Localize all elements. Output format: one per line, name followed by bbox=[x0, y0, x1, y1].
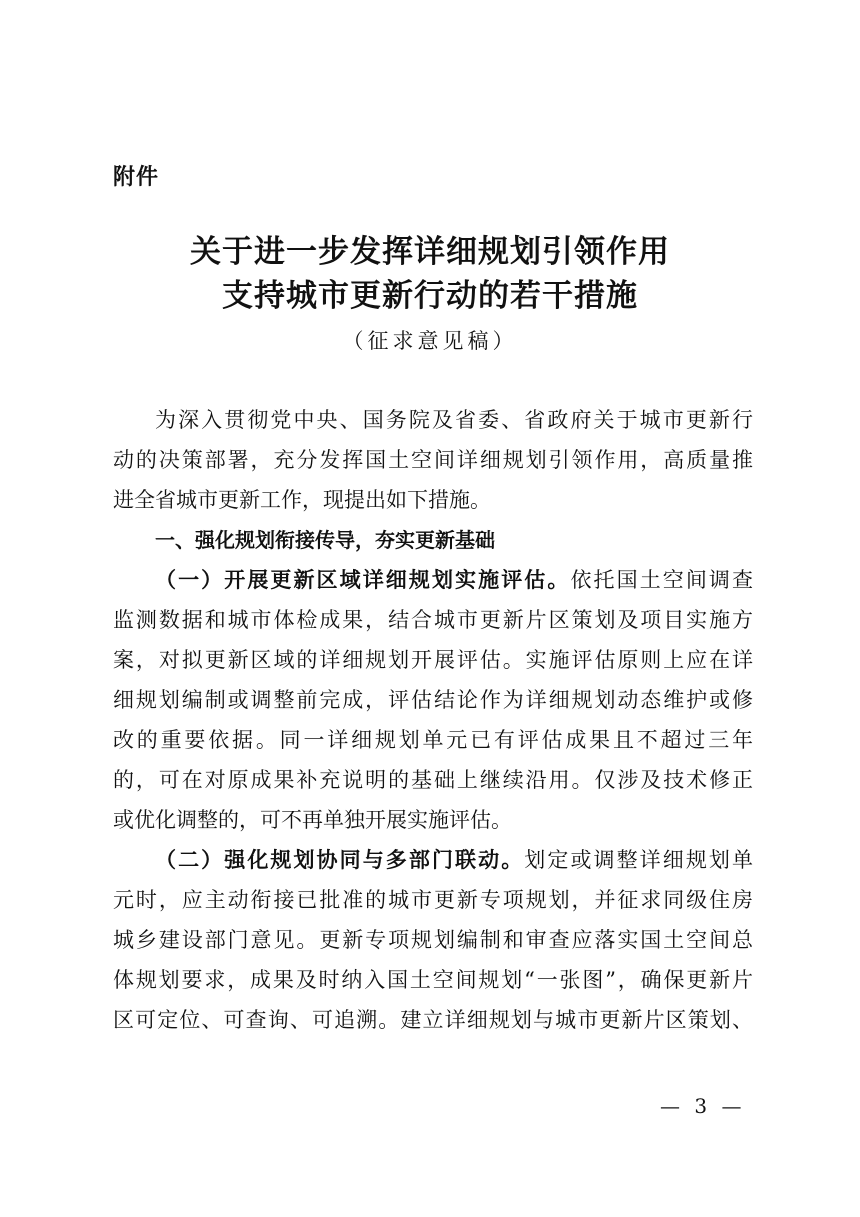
paragraph-line: 改的重要依据。同一详细规划单元已有评估成果且不超过三年 bbox=[113, 728, 753, 752]
paragraph-line: 为深入贯彻党中央、国务院及省委、省政府关于城市更新行 bbox=[155, 408, 753, 432]
document-title-line-1: 关于进一步发挥详细规划引领作用 bbox=[190, 234, 670, 270]
paragraph-line: 进全省城市更新工作，现提出如下措施。 bbox=[113, 488, 491, 512]
item-1-paragraph bbox=[113, 560, 753, 840]
paragraph-line bbox=[113, 560, 753, 600]
item-heading: （一）开展更新区域详细规划实施评估。 bbox=[155, 568, 571, 592]
document-body bbox=[113, 400, 753, 1040]
paragraph-line: 城乡建设部门意见。更新专项规划编制和审查应落实国土空间总 bbox=[113, 928, 753, 952]
item-2-paragraph bbox=[113, 840, 753, 1040]
paragraph-line: 监测数据和城市体检成果，结合城市更新片区策划及项目实施方 bbox=[113, 608, 753, 632]
paragraph-line: 细规划编制或调整前完成，评估结论作为详细规划动态维护或修 bbox=[113, 688, 753, 712]
paragraph-line: 区可定位、可查询、可追溯。建立详细规划与城市更新片区策划、 bbox=[113, 1008, 753, 1032]
paragraph-line: 的，可在对原成果补充说明的基础上继续沿用。仅涉及技术修正 bbox=[113, 768, 753, 792]
attachment-label: 附件 bbox=[113, 165, 160, 190]
document-title-line-2: 支持城市更新行动的若干措施 bbox=[222, 278, 638, 314]
section-heading: 一、强化规划衔接传导，夯实更新基础 bbox=[155, 528, 495, 552]
paragraph-line bbox=[113, 840, 753, 880]
paragraph-text: 依托国土空间调查 bbox=[570, 568, 753, 592]
paragraph-line: 案，对拟更新区域的详细规划开展评估。实施评估原则上应在详 bbox=[113, 648, 753, 672]
paragraph-line: 体规划要求，成果及时纳入国土空间规划“一张图”，确保更新片 bbox=[113, 968, 753, 992]
item-heading: （二）强化规划协同与多部门联动。 bbox=[155, 848, 525, 872]
paragraph-text: 划定或调整详细规划单 bbox=[524, 848, 753, 872]
page-number: — 3 — bbox=[660, 1094, 746, 1118]
document-subtitle: （征求意见稿） bbox=[342, 329, 518, 353]
paragraph-line: 元时，应主动衔接已批准的城市更新专项规划，并征求同级住房 bbox=[113, 888, 753, 912]
intro-paragraph bbox=[113, 400, 753, 520]
paragraph-line: 或优化调整的，可不再单独开展实施评估。 bbox=[113, 808, 512, 832]
paragraph-line: 动的决策部署，充分发挥国土空间详细规划引领作用，高质量推 bbox=[113, 448, 753, 472]
title-block bbox=[0, 230, 860, 356]
